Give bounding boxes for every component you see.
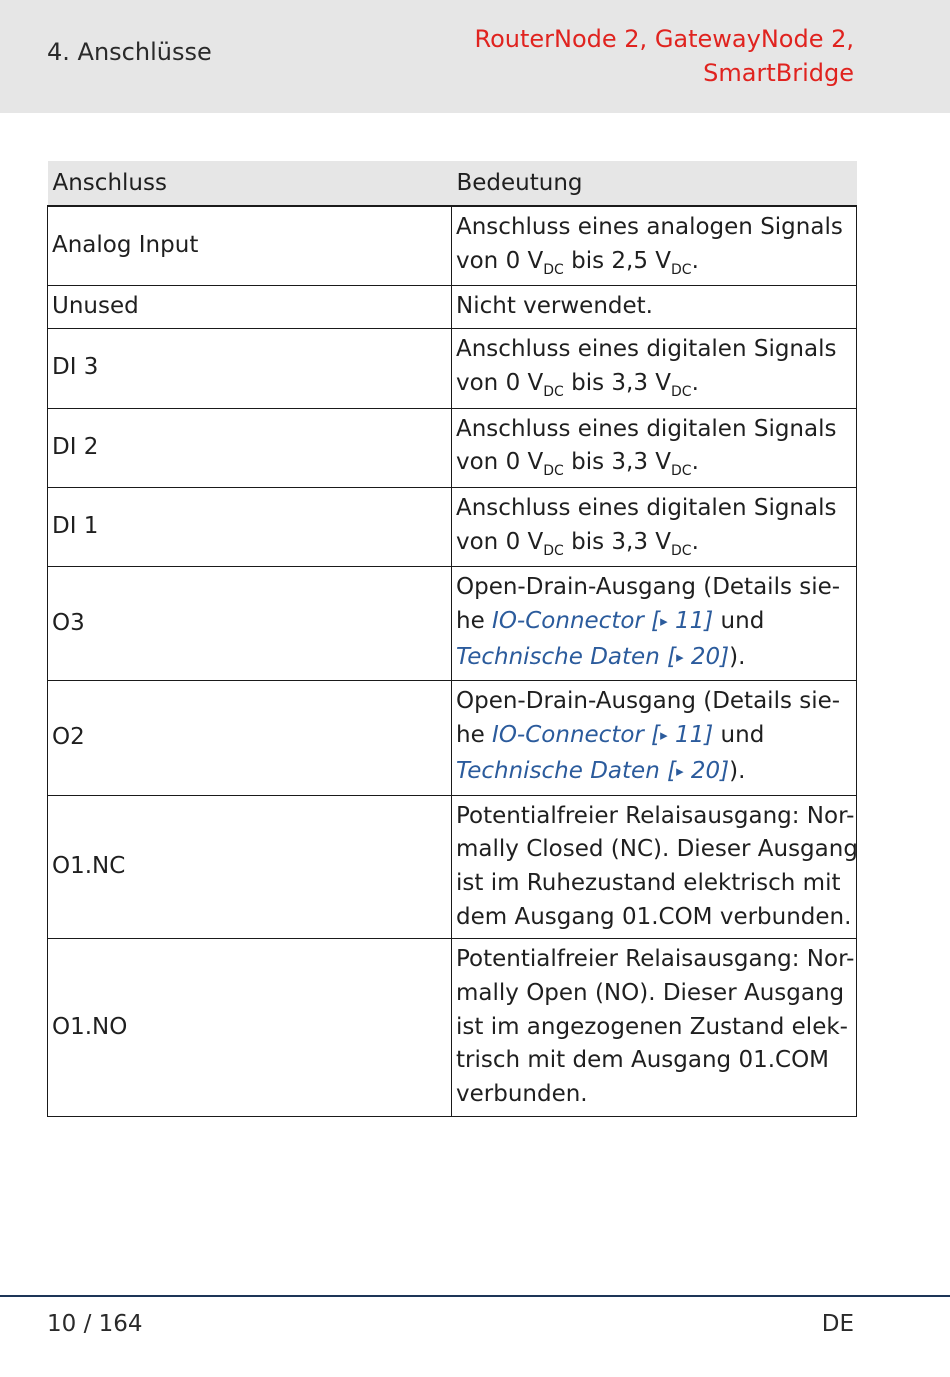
table-row bbox=[48, 567, 857, 681]
description-line: he IO-Connector [▸ 11] und bbox=[456, 608, 765, 635]
description-line: he IO-Connector [▸ 11] und bbox=[456, 722, 765, 749]
language-code: DE bbox=[821, 1311, 854, 1337]
port-description bbox=[452, 795, 857, 939]
section-title: 4. Anschlüsse bbox=[47, 38, 212, 66]
description-line: von 0 $V_{DC}$ bis 3,3 $V_{DC}$. bbox=[456, 369, 699, 400]
port-name: O2 bbox=[48, 681, 452, 795]
link-io-connector[interactable]: IO-Connector [▸ 11] bbox=[492, 722, 714, 749]
arrow-icon: ▸ bbox=[660, 612, 668, 631]
port-name: DI 1 bbox=[48, 487, 452, 566]
arrow-icon: ▸ bbox=[676, 647, 684, 666]
column-header-anschluss: Anschluss bbox=[48, 161, 452, 206]
link-technische-daten[interactable]: Technische Daten [▸ 20] bbox=[456, 757, 730, 784]
description-line: Open-Drain-Ausgang (Details sie- bbox=[456, 688, 841, 715]
description-line: mally Open (NO). Dieser Ausgang bbox=[456, 980, 845, 1007]
description-line: Anschluss eines digitalen Signals bbox=[456, 494, 837, 521]
description-line: von 0 $V_{DC}$ bis 3,3 $V_{DC}$. bbox=[456, 449, 699, 480]
description-line: von 0 $V_{DC}$ bis 3,3 $V_{DC}$. bbox=[456, 528, 699, 559]
arrow-icon: ▸ bbox=[676, 761, 684, 780]
description-line: dem Ausgang 01.COM verbunden. bbox=[456, 903, 852, 930]
column-header-bedeutung: Bedeutung bbox=[452, 161, 857, 206]
arrow-icon: ▸ bbox=[660, 726, 668, 745]
table-row bbox=[48, 408, 857, 487]
port-description bbox=[452, 206, 857, 286]
port-name: Unused bbox=[48, 286, 452, 329]
port-description: Nicht verwendet. bbox=[452, 286, 857, 329]
description-line: mally Closed (NC). Dieser Ausgang bbox=[456, 836, 858, 863]
table-header-row bbox=[48, 161, 857, 206]
link-io-connector[interactable]: IO-Connector [▸ 11] bbox=[492, 608, 714, 635]
description-line: Potentialfreier Relaisausgang: Nor- bbox=[456, 946, 855, 973]
port-description bbox=[452, 567, 857, 681]
port-description bbox=[452, 939, 857, 1117]
page-number: 10 / 164 bbox=[47, 1311, 143, 1337]
port-name: DI 3 bbox=[48, 329, 452, 408]
product-title-line: SmartBridge bbox=[703, 59, 854, 87]
port-description bbox=[452, 408, 857, 487]
table-row bbox=[48, 487, 857, 566]
footer-divider bbox=[0, 1295, 950, 1297]
table-row bbox=[48, 206, 857, 286]
table-row bbox=[48, 681, 857, 795]
description-line: von 0 $V_{DC}$ bis 2,5 $V_{DC}$. bbox=[456, 247, 699, 278]
port-name: O1.NO bbox=[48, 939, 452, 1117]
description-line: ist im angezogenen Zustand elek- bbox=[456, 1013, 848, 1040]
description-line: Anschluss eines digitalen Signals bbox=[456, 415, 837, 442]
table-row bbox=[48, 939, 857, 1117]
table-row bbox=[48, 795, 857, 939]
table-row bbox=[48, 329, 857, 408]
description-line: Technische Daten [▸ 20]). bbox=[456, 757, 746, 784]
description-line: Anschluss eines analogen Signals bbox=[456, 214, 843, 240]
port-name: O1.NC bbox=[48, 795, 452, 939]
port-name: Analog Input bbox=[48, 206, 452, 286]
product-title bbox=[474, 22, 854, 90]
port-description bbox=[452, 329, 857, 408]
description-line: ist im Ruhezustand elektrisch mit bbox=[456, 869, 841, 896]
page-header bbox=[0, 0, 950, 113]
link-technische-daten[interactable]: Technische Daten [▸ 20] bbox=[456, 643, 730, 670]
description-line: trisch mit dem Ausgang 01.COM bbox=[456, 1047, 830, 1074]
table-row bbox=[48, 286, 857, 329]
description-line: Potentialfreier Relaisausgang: Nor- bbox=[456, 802, 855, 829]
port-description bbox=[452, 487, 857, 566]
port-description bbox=[452, 681, 857, 795]
description-line: Anschluss eines digitalen Signals bbox=[456, 336, 837, 363]
description-line: verbunden. bbox=[456, 1081, 588, 1108]
description-line: Technische Daten [▸ 20]). bbox=[456, 643, 746, 670]
product-title-line: RouterNode 2, GatewayNode 2, bbox=[474, 25, 854, 53]
description-line: Open-Drain-Ausgang (Details sie- bbox=[456, 574, 841, 601]
connector-table bbox=[47, 161, 857, 1117]
port-name: DI 2 bbox=[48, 408, 452, 487]
port-name: O3 bbox=[48, 567, 452, 681]
